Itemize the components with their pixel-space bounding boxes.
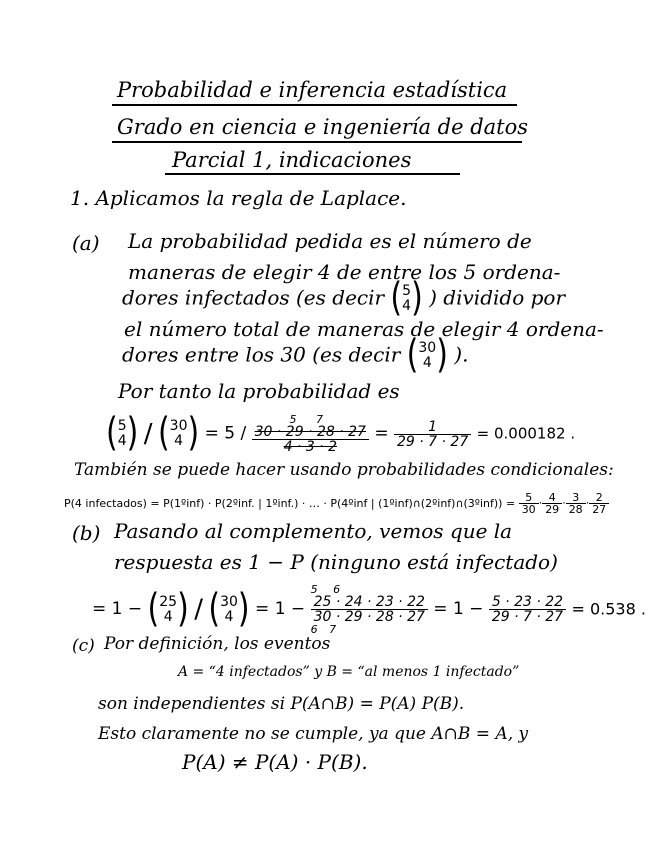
exam-title-underline: [165, 173, 460, 175]
part-c-line-1: Por definición, los eventos: [104, 634, 331, 654]
degree-title: Grado en ciencia e ingeniería de datos: [117, 115, 529, 139]
q1-intro: 1. Aplicamos la regla de Laplace.: [70, 186, 407, 210]
part-b-equation: = 1 − (25 4 ) / (30 4 ) = 1 − 5 6 25 · 24 · 23 · 22 30 · 29 · 28 · 27 6 7 = 1 − $\frac{5 \cdot 23 \cdot 22}{29 \cdot 7 \cdot 27}$ = 0.538 .: [92, 583, 646, 636]
part-a-line-3-start: dores infectados (es decir: [122, 285, 385, 310]
part-b-line-1: Pasando al complemento, vemos que la: [114, 519, 513, 543]
part-c-line-3: Esto claramente no se cumple, ya que A∩B = A, y: [98, 724, 529, 744]
eq-a-binom-30-4: (30 4 ): [157, 410, 200, 457]
course-title-underline: [112, 104, 517, 106]
eq-b-fraction-1: 5 6 25 · 24 · 23 · 22 30 · 29 · 28 · 27 6 7: [311, 584, 428, 635]
eq-b-result: = 0.538 .: [571, 599, 646, 619]
eq-b-binom-30-4: (30 4 ): [208, 586, 250, 632]
part-c-label: (c): [72, 636, 95, 656]
eq-b-equals-3: = 1 −: [433, 599, 484, 619]
part-a-line-3: [122, 275, 565, 322]
part-c-events: A = “4 infectados” y B = “al menos 1 infectado”: [178, 664, 520, 680]
cond-frac-3: $\frac{3}{28}$: [566, 492, 586, 515]
eq-b-fraction-2: $\frac{5 \cdot 23 \cdot 22}{29 \cdot 7 \cdot 27}$: [489, 595, 566, 624]
eq-a-equals-2: =: [374, 423, 389, 444]
part-a-line-5-end: ).: [454, 342, 469, 367]
eq-a-fraction-2: $\frac{1}{29 \cdot 7 \cdot 27}$: [394, 420, 471, 449]
cond-frac-1: $\frac{5}{30}$: [519, 492, 539, 515]
course-title: Probabilidad e inferencia estadística: [117, 78, 508, 102]
part-a-line-6: Por tanto la probabilidad es: [118, 379, 400, 403]
part-b-label: (b): [72, 521, 101, 545]
part-a-line-3-end: ) dividido por: [429, 285, 565, 310]
binom-30-choose-4: (30 4 ): [406, 332, 448, 379]
exam-title: Parcial 1, indicaciones: [172, 148, 412, 172]
part-a-line-1: La probabilidad pedida es el número de: [128, 229, 532, 253]
conditional-intro: También se puede hacer usando probabilidades condicionales:: [74, 460, 614, 480]
eq-b-start: = 1 −: [92, 599, 143, 619]
eq-b-mid: = 1 −: [255, 599, 306, 619]
eq-a-fraction-1: 5 7 30 · 29 · 28 · 27 4 · 3 · 2: [252, 414, 369, 454]
eq-a-binom-5-4: (5 4): [106, 410, 139, 457]
cond-frac-2: $\frac{4}{29}$: [542, 492, 562, 515]
part-a-equation: (5 4) / (30 4 ) = 5 / 5 7 30 · 29 · 28 · 27 4 · 3 · 2 = $\frac{1}{29 \cdot 7 \cdot 27}$ = 0.000182 .: [106, 410, 576, 457]
cond-frac-4: $\frac{2}{27}$: [589, 492, 609, 515]
binom-5-choose-4: (5 4): [390, 275, 423, 322]
conditional-formula: P(4 infectados) = P(1ºinf) · P(2ºinf. | 1ºinf.) · … · P(4ºinf | (1ºinf)∩(2ºinf)∩(3ºinf)) = $\frac{5}{30}$ · $\frac{4}{29}$ · $\frac{3}{28}$ · $\frac{2}{27}$: [64, 492, 609, 515]
part-c-line-2: son independientes si P(A∩B) = P(A) P(B).: [98, 694, 465, 714]
part-a-label: (a): [72, 231, 100, 255]
part-b-line-2: respuesta es 1 − P (ninguno está infectado): [114, 550, 558, 574]
part-a-line-5: [122, 332, 469, 379]
part-a-line-4: el número total de maneras de elegir 4 ordena-: [124, 317, 604, 341]
eq-a-equals-1: = 5 /: [204, 423, 247, 444]
degree-title-underline: [112, 141, 522, 143]
part-a-line-2: maneras de elegir 4 de entre los 5 ordena-: [128, 260, 561, 284]
part-c-line-4: P(A) ≠ P(A) · P(B).: [182, 750, 368, 774]
eq-b-binom-25-4: (25 4 ): [147, 586, 189, 632]
eq-a-result: = 0.000182 .: [476, 424, 576, 443]
part-a-line-5-start: dores entre los 30 (es decir: [122, 342, 401, 367]
